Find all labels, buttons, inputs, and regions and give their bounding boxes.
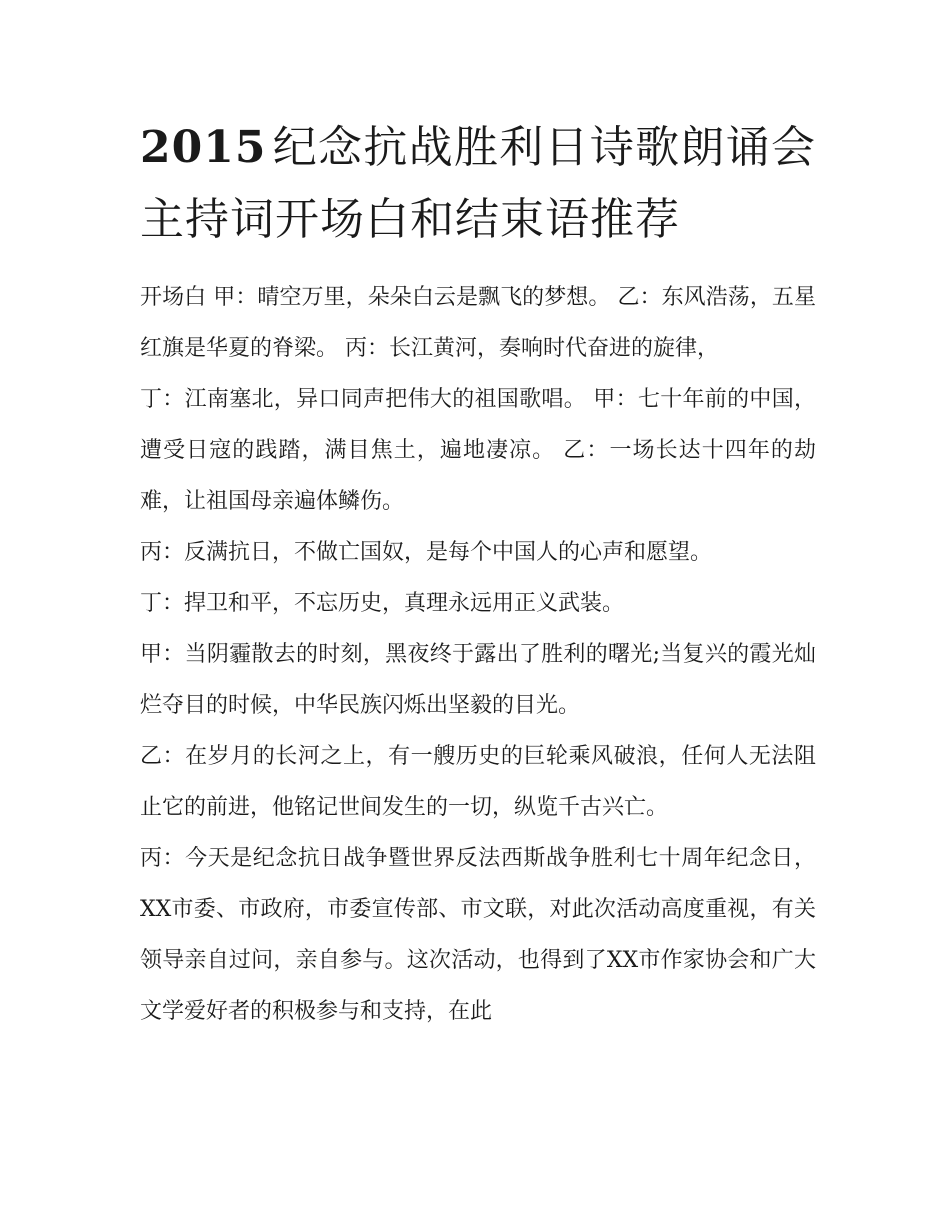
- title-year: 2015: [140, 122, 267, 173]
- paragraph-yi-3: 乙：在岁月的长河之上，有一艘历史的巨轮乘风破浪，任何人无法阻止它的前进，他铭记世间发生的一切，纵览千古兴亡。: [140, 744, 816, 820]
- document-page: [140, 112, 816, 1037]
- paragraph-ding-jia-yi: 丁：江南塞北，异口同声把伟大的祖国歌唱。 甲：七十年前的中国，遭受日寇的践踏，满目焦土，遍地凄凉。 乙：一场长达十四年的劫难，让祖国母亲遍体鳞伤。: [140, 387, 816, 514]
- document-body: [140, 272, 816, 1037]
- paragraph-bing-1: 丙：反满抗日，不做亡国奴，是每个中国人的心声和愿望。: [140, 540, 713, 565]
- title-text: 纪念抗战胜利日诗歌朗诵会主持词开场白和结束语推荐: [140, 122, 816, 245]
- paragraph-ding-2: 丁：捍卫和平，不忘历史，真理永远用正义武装。: [140, 591, 625, 616]
- paragraph-bing-3: 丙：今天是纪念抗日战争暨世界反法西斯战争胜利七十周年纪念日，XX市委、市政府，市委宣传部、市文联，对此次活动高度重视，有关领导亲自过问，亲自参与。这次活动，也得到了XX市作家协会和广大文学爱好者的积极参与和支持，在此: [140, 846, 816, 1024]
- document-title: [140, 112, 816, 256]
- paragraph-opening: 开场白 甲：晴空万里，朵朵白云是飘飞的梦想。 乙：东风浩荡，五星红旗是华夏的脊梁。 丙：长江黄河，奏响时代奋进的旋律，: [140, 285, 816, 361]
- paragraph-jia-3: 甲：当阴霾散去的时刻，黑夜终于露出了胜利的曙光;当复兴的霞光灿烂夺目的时候，中华民族闪烁出坚毅的目光。: [140, 642, 816, 718]
